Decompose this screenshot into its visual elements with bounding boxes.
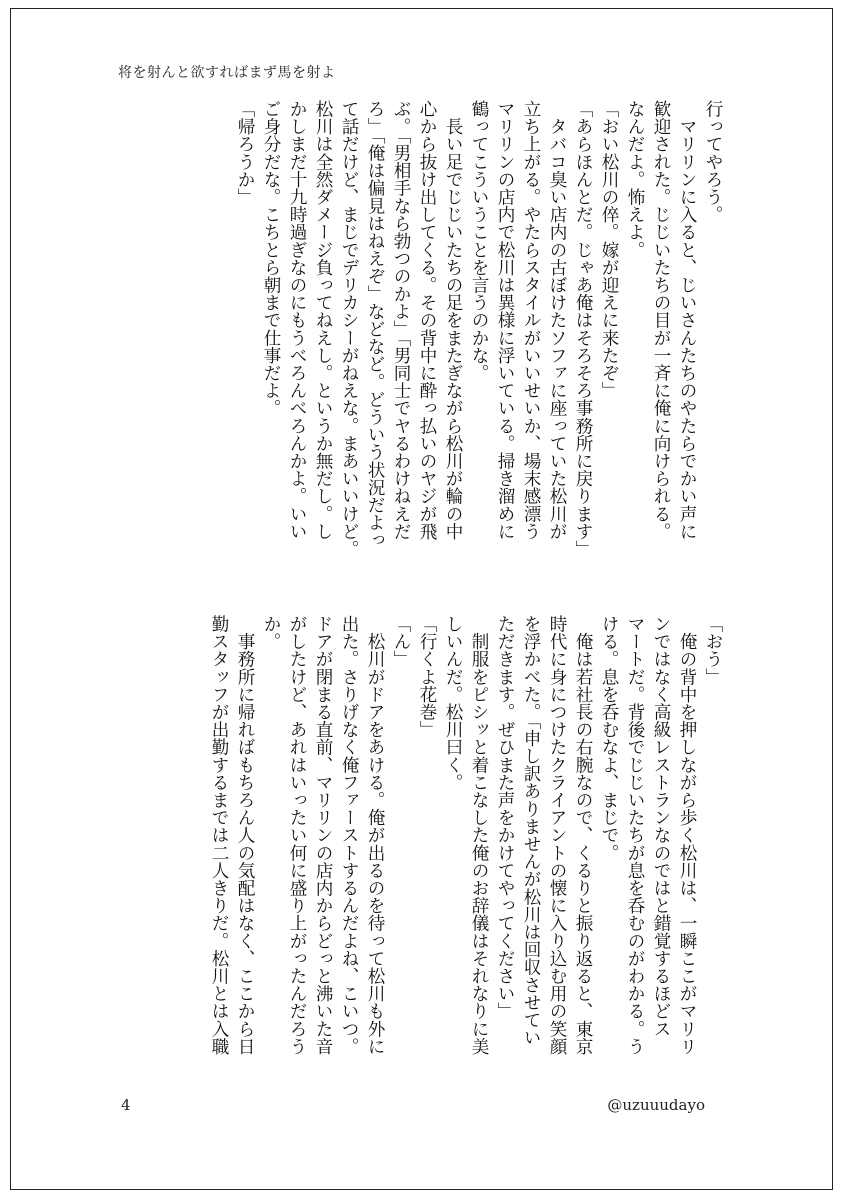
text-line: か。 [261, 615, 281, 651]
text-line: タバコ臭い店内の古ぼけたソファに座っていた松川が [547, 100, 567, 540]
text-line: 俺は若社長の右腕なので、くるりと振り返ると、東京 [573, 615, 593, 1055]
text-line: 「行くよ花巻」 [417, 615, 437, 739]
text-line: て話だけど、まじでデリカシーがねえな。まあいいけど。 [339, 100, 359, 558]
text-line: マートだ。背後でじじいたちが息を呑むのがわかる。う [625, 615, 645, 1055]
text-line: 歓迎された。じじいたちの目が一斉に俺に向けられる。 [651, 100, 671, 540]
text-line: 事務所に帰ればもちろん人の気配はなく、ここから日 [235, 615, 255, 1055]
text-line: 「あらほんとだ。じゃあ俺はそろそろ事務所に戻ります」 [573, 100, 593, 558]
text-line: ただきます。ぜひまた声をかけてやってください」 [495, 615, 515, 1020]
text-line: ける。息を呑むなよ、まじで。 [599, 615, 619, 862]
text-line: ご身分だな。こちとら朝まで仕事だよ。 [261, 100, 281, 417]
text-block-bottom [118, 615, 726, 1090]
text-line: しいんだ。松川曰く。 [443, 615, 463, 791]
text-line: ろ」「俺は偏見はねえぞ」などなど。どういう状況だよっ [365, 100, 385, 549]
text-line: を浮かべた。「申し訳ありませんが松川は回収させてい [521, 615, 541, 1047]
text-line: ンではなく高級レストランなのではと錯覚するほどス [651, 615, 671, 1038]
author-handle: @uzuuudayo [607, 1096, 705, 1114]
text-line: 出た。さりげなく俺ファーストするんだよね、こいつ。 [339, 615, 359, 1055]
text-line: なんだよ。怖えよ。 [625, 100, 645, 259]
text-line: 立ち上がる。やたらスタイルがいいせいか、場末感漂う [521, 100, 541, 540]
text-line: ぶ。「男相手なら勃つのかよ」「男同士でヤるわけねえだ [391, 100, 411, 540]
running-header: 将を射んと欲すればまず馬を射よ [118, 65, 336, 81]
text-line: マリリンに入ると、じいさんたちのやたらでかい声に [677, 100, 697, 540]
text-line: 俺の背中を押しながら歩く松川は、一瞬ここがマリリ [677, 615, 697, 1055]
text-line: 鶴ってこういうことを言うのかな。 [469, 100, 489, 382]
text-line: 心から抜け出してくる。その背中に酔っ払いのヤジが飛 [417, 100, 437, 540]
text-line: 時代に身につけたクライアントの懐に入り込む用の笑顔 [547, 615, 567, 1055]
text-line: 「帰ろうか」 [235, 100, 255, 206]
text-line: 「ん」 [391, 615, 411, 668]
text-line: 長い足でじじいたちの足をまたぎながら松川が輪の中 [443, 100, 463, 540]
text-line: 「おう」 [703, 615, 723, 686]
text-line: 行ってやろう。 [703, 100, 723, 224]
page-number: 4 [121, 1096, 131, 1114]
text-line: 「おい松川の倅。嫁が迎えに来たぞ」 [599, 100, 619, 400]
text-line: がしたけど、あれはいったい何に盛り上がったんだろう [287, 615, 307, 1055]
text-line: 松川がドアをあける。俺が出るのを待って松川も外に [365, 615, 385, 1055]
text-line: かしまだ十九時過ぎなのにもうべろんべろんかよ。いい [287, 100, 307, 540]
text-line: 松川は全然ダメージ負ってねえし。というか無だし。し [313, 100, 333, 540]
text-line: 制服をピシッと着こなした俺のお辞儀はそれなりに美 [469, 615, 489, 1055]
text-line: 勤スタッフが出勤するまでは二人きりだ。松川とは入職 [209, 615, 229, 1055]
text-line: ドアが閉まる直前、マリリンの店内からどっと沸いた音 [313, 615, 333, 1055]
text-line: マリリンの店内で松川は異様に浮いている。掃き溜めに [495, 100, 515, 540]
text-block-top [118, 100, 726, 575]
